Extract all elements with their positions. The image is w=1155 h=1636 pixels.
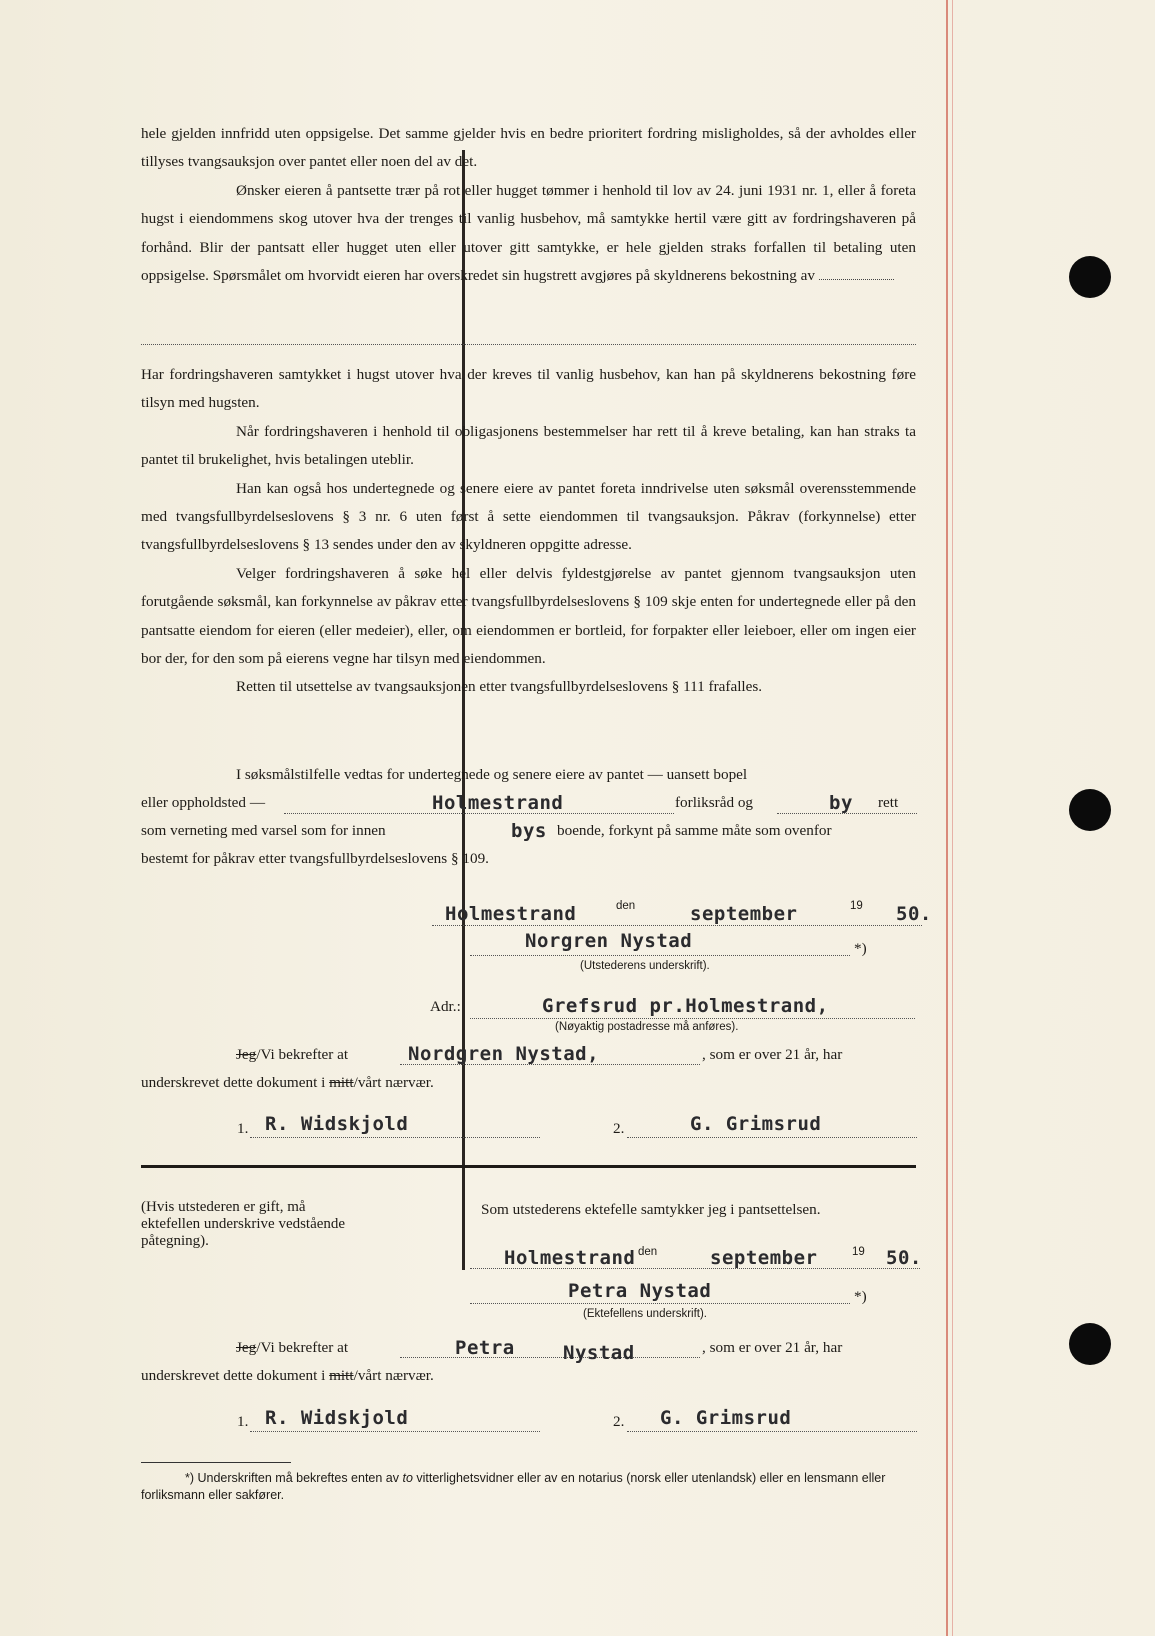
spouse-year-suffix: 50. — [886, 1247, 922, 1269]
witness-confirm-tail: , som er over 21 år, har — [702, 1046, 843, 1063]
footnote-text-b: vitterlighetsvidner eller av en notarius (norsk eller utenlandsk) eller en lensmann eller forliksmann eller sakfører. — [141, 1471, 886, 1502]
presence-text-end: /vårt nærvær. — [353, 1367, 434, 1384]
paragraph: Har fordringshaveren samtykket i hugst utover hva der kreves til vanlig husbehov, kan han på skyldnerens bekostning føre tilsyn med hugsten. — [141, 366, 916, 412]
witness2-confirm-label: /Vi bekrefter at — [256, 1339, 349, 1356]
terms-middle — [141, 361, 916, 702]
issuer-sig-mark: *) — [854, 940, 867, 957]
blank-line — [400, 1357, 700, 1358]
paragraph: Når fordringshaveren i henhold til obligasjonens bestemmelser har rett til å kreve betaling, kan han straks ta pantet til brukelighet, hvis betalingen uteblir. — [141, 422, 916, 469]
issuer-month: september — [690, 903, 798, 925]
presence-text-end: /vårt nærvær. — [353, 1074, 434, 1091]
fold-crease-line — [462, 150, 465, 1270]
signature-line — [627, 1137, 917, 1138]
punch-hole-bottom — [1069, 1323, 1111, 1365]
section-divider — [141, 1165, 916, 1168]
witness2-confirm-line — [236, 1339, 348, 1357]
signature-line — [470, 1303, 850, 1304]
paragraph: hele gjelden innfridd uten oppsigelse. Det samme gjelder hvis en bedre prioritert fordring misligholdes, så der avholdes eller tillyses tvangsauksjon over pantet eller noen del av det. — [141, 125, 916, 171]
struck-jeg: Jeg — [236, 1046, 257, 1063]
paragraph-text: Ønsker eieren å pantsette trær på rot eller hugget tømmer i henhold til lov av 24. juni 1931 nr. 1, eller å foreta hugst i eiendommens skog utover hva der trenges til vanlig husbehov, må samtykke hertil være gitt av fordringshaveren på forhånd. Blir der pantsatt eller hugget uten eller utover gitt samtykke, er hele gjelden straks forfallen til betaling uten oppsigelse. Spørsmålet om hvorvidt eieren har overskredet sin hugstrett avgjøres på skyldnerens bekostning av — [141, 181, 916, 285]
venue-pre-2: som verneting med varsel som for innen — [141, 822, 386, 839]
venue-post-2: boende, forkynt på samme måte som ovenfor — [557, 822, 832, 839]
witness-presence-line — [141, 1074, 434, 1092]
address-line — [470, 1018, 915, 1019]
witness2-confirm-tail: , som er over 21 år, har — [702, 1339, 843, 1356]
witness-issuer-name: Nordgren Nystad, — [408, 1043, 600, 1065]
spouse-month: september — [710, 1247, 818, 1269]
witness2-number-2: 2. — [613, 1413, 625, 1430]
struck-mitt: mitt — [329, 1074, 354, 1091]
witness-number-2: 2. — [613, 1120, 625, 1137]
issuer-sig-caption: (Utstederens underskrift). — [580, 960, 710, 972]
witness-1-signature: R. Widskjold — [265, 1113, 409, 1135]
venue-line-1: I søksmålstilfelle vedtas for undertegnede og senere eiere av pantet — uansett bopel — [236, 766, 748, 783]
venue-pre: eller oppholdsted — — [141, 794, 266, 811]
venue-post: rett — [878, 794, 899, 811]
footnote-to: to — [402, 1471, 413, 1485]
issuer-year-prefix: 19 — [850, 900, 863, 912]
struck-jeg: Jeg — [236, 1339, 257, 1356]
footnote-rule — [141, 1462, 291, 1463]
spouse-note: (Hvis utstederen er gift, må ektefellen underskrive vedstående påtegning). — [141, 1199, 346, 1249]
witness-number-1: 1. — [237, 1120, 249, 1137]
witness2-name-first: Petra — [455, 1337, 515, 1359]
signature-line — [250, 1137, 540, 1138]
venue-mid: forliksråd og — [675, 794, 754, 811]
paragraph: Retten til utsettelse av tvangsauksjonen etter tvangsfullbyrdelseslovens § 111 frafalles. — [236, 678, 763, 696]
venue-bys: bys — [511, 820, 547, 842]
address-label: Adr.: — [430, 998, 461, 1015]
issuer-den-label: den — [616, 900, 636, 912]
spouse-sig-mark: *) — [854, 1288, 867, 1305]
address-caption: (Nøyaktig postadresse må anføres). — [555, 1021, 739, 1033]
witness2-2-signature: G. Grimsrud — [660, 1407, 792, 1429]
witness2-presence-line — [141, 1367, 434, 1385]
witness2-number-1: 1. — [237, 1413, 249, 1430]
footnote-mark: *) — [185, 1471, 195, 1485]
red-margin-line — [946, 0, 948, 1636]
signature-line — [250, 1431, 540, 1432]
presence-text: underskrevet dette dokument i — [141, 1367, 330, 1384]
spouse-signature: Petra Nystad — [568, 1280, 712, 1302]
signature-line — [470, 955, 850, 956]
witness2-name-last: Nystad — [563, 1342, 635, 1364]
spouse-consent: Som utstederens ektefelle samtykker jeg i pantsettelsen. — [481, 1201, 821, 1218]
venue-place: Holmestrand — [432, 792, 564, 814]
paragraph: Velger fordringshaveren å søke hel eller delvis fyldestgjørelse av pantet gjennom tvangsauksjon uten forutgående søksmål, kan forkynnelse av påkrav etter tvangsfullbyrdelseslovens § 109 skje enten for undertegnede eller på den pantsatte eiendom for eieren (eller medeier), eller, om eiendommen er bortleid, for forpakter eller leieboer, eller om ingen eier bor der, for den som på eierens vegne har tilsyn med eiendommen. — [141, 564, 916, 668]
terms-top — [141, 120, 916, 290]
issuer-year-suffix: 50. — [896, 903, 932, 925]
presence-text: underskrevet dette dokument i — [141, 1074, 330, 1091]
witness-2-signature: G. Grimsrud — [690, 1113, 822, 1135]
signature-line — [627, 1431, 917, 1432]
issuer-address: Grefsrud pr.Holmestrand, — [542, 995, 829, 1017]
paragraph: Han kan også hos undertegnede og senere eiere av pantet foreta inndrivelse uten søksmål overensstemmende med tvangsfullbyrdelseslovens § 3 nr. 6 uten først å sette eiendommen til tvangsauksjon. Påkrav (forkynnelse) etter tvangsfullbyrdelseslovens § 13 sendes under den av skyldneren oppgitte adresse. — [141, 479, 916, 554]
spouse-year-prefix: 19 — [852, 1246, 865, 1258]
punch-hole-top — [1069, 256, 1111, 298]
blank-line — [470, 1268, 920, 1269]
issuer-signature: Norgren Nystad — [525, 930, 693, 952]
witness-confirm-line — [236, 1046, 348, 1064]
punch-hole-middle — [1069, 789, 1111, 831]
struck-mitt: mitt — [329, 1367, 354, 1384]
witness-confirm-label: /Vi bekrefter at — [256, 1046, 349, 1063]
blank-line — [819, 279, 894, 280]
paragraph — [141, 177, 916, 291]
venue-line-3: bestemt for påkrav etter tvangsfullbyrdelseslovens § 109. — [141, 850, 489, 867]
spouse-place: Holmestrand — [504, 1247, 636, 1269]
footnote — [141, 1470, 916, 1504]
spouse-sig-caption: (Ektefellens underskrift). — [583, 1308, 707, 1320]
venue-court: by — [829, 792, 853, 814]
witness2-1-signature: R. Widskjold — [265, 1407, 409, 1429]
blank-line — [432, 925, 922, 926]
footnote-text-a: Underskriften må bekreftes enten av — [194, 1471, 403, 1485]
issuer-place: Holmestrand — [445, 903, 577, 925]
red-margin-line-inner — [952, 0, 953, 1636]
spouse-den-label: den — [638, 1246, 658, 1258]
blank-line — [141, 344, 916, 345]
